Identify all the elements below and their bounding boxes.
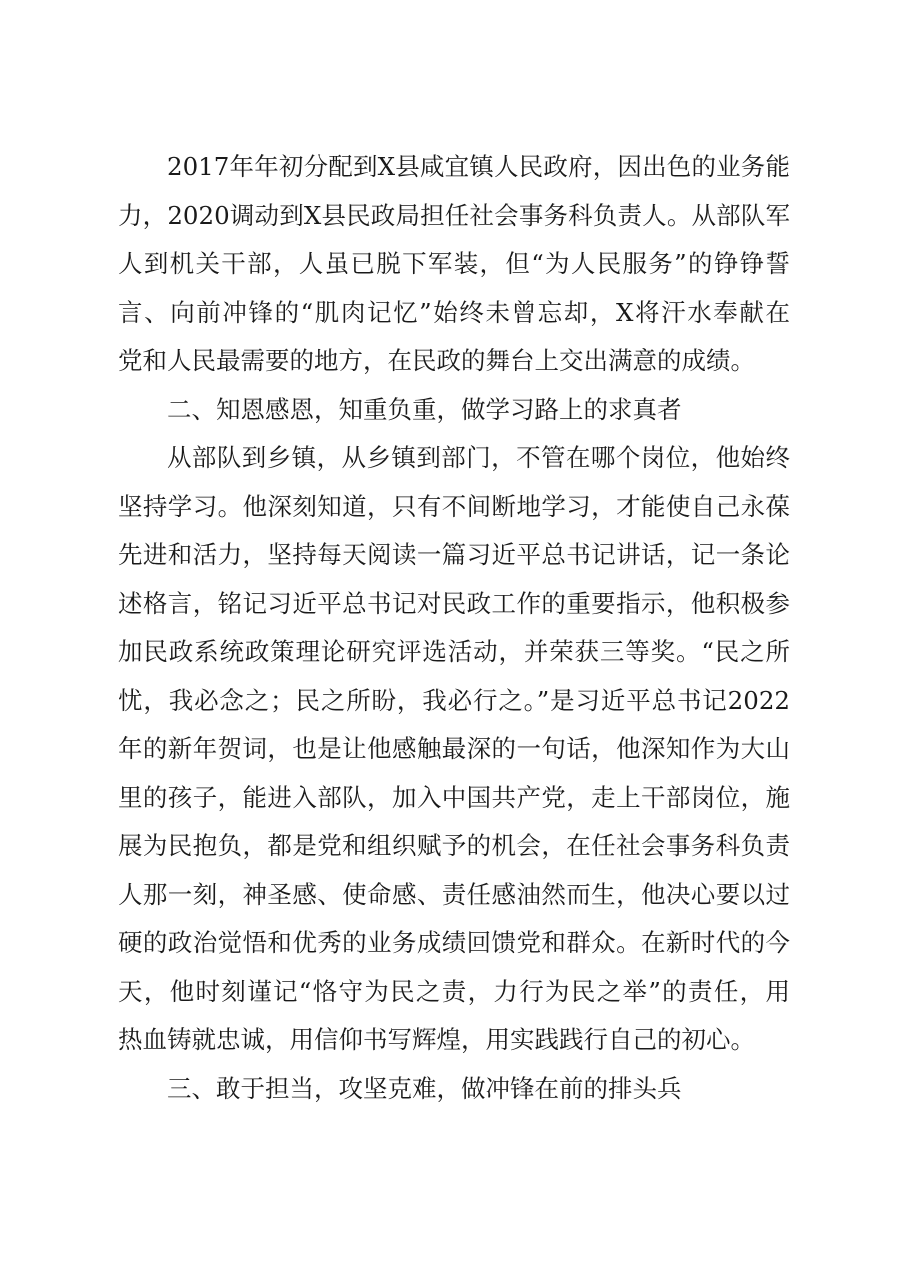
paragraph-line: 热血铸就忠诚，用信仰书写辉煌，用实践践行自己的初心。 (118, 1025, 755, 1054)
paragraph-line: 加民政系统政策理论研究评选活动，并荣获三等奖。“民之所 (118, 637, 790, 666)
paragraph-line: 天，他时刻谨记“恪守为民之责，力行为民之举”的责任，用 (118, 976, 790, 1006)
paragraph-line: 人到机关干部，人虽已脱下军装，但“为人民服务”的铮铮誓 (118, 249, 790, 278)
paragraph-line: 年的新年贺词，也是让他感触最深的一句话，他深知作为大山 (118, 734, 790, 763)
paragraph-line: 坚持学习。他深刻知道，只有不间断地学习，才能使自己永葆 (118, 491, 790, 521)
paragraph-line: 言、向前冲锋的“肌肉记忆”始终未曾忘却，X将汗水奉献在 (118, 297, 790, 327)
paragraph-line: 2017年年初分配到X县咸宜镇人民政府，因出色的业务能 (167, 152, 790, 181)
paragraph-career (118, 143, 790, 386)
paragraph-line: 先进和活力，坚持每天阅读一篇习近平总书记讲话，记一条论 (118, 540, 790, 569)
paragraph-line: 党和人民最需要的地方，在民政的舞台上交出满意的成绩。 (118, 346, 755, 375)
section-heading-2: 二、知恩感恩，知重负重，做学习路上的求真者 (167, 394, 682, 424)
paragraph-line: 里的孩子，能进入部队，加入中国共产党，走上干部岗位，施 (118, 782, 790, 812)
section-heading-3: 三、敢于担当，攻坚克难，做冲锋在前的排头兵 (167, 1073, 682, 1103)
paragraph-line: 力，2020调动到X县民政局担任社会事务科负责人。从部队军 (118, 200, 790, 230)
paragraph-line: 忧，我必念之；民之所盼，我必行之。”是习近平总书记2022 (118, 685, 790, 715)
paragraph-line: 述格言，铭记习近平总书记对民政工作的重要指示，他积极参 (118, 588, 790, 618)
paragraph-study (118, 434, 790, 1065)
paragraph-line: 人那一刻，神圣感、使命感、责任感油然而生，他决心要以过 (118, 879, 790, 909)
paragraph-line: 从部队到乡镇，从乡镇到部门，不管在哪个岗位，他始终 (167, 443, 790, 472)
paragraph-line: 硬的政治觉悟和优秀的业务成绩回馈党和群众。在新时代的今 (118, 928, 790, 957)
paragraph-line: 展为民抱负，都是党和组织赋予的机会，在任社会事务科负责 (118, 831, 790, 860)
document-body (118, 143, 790, 1113)
